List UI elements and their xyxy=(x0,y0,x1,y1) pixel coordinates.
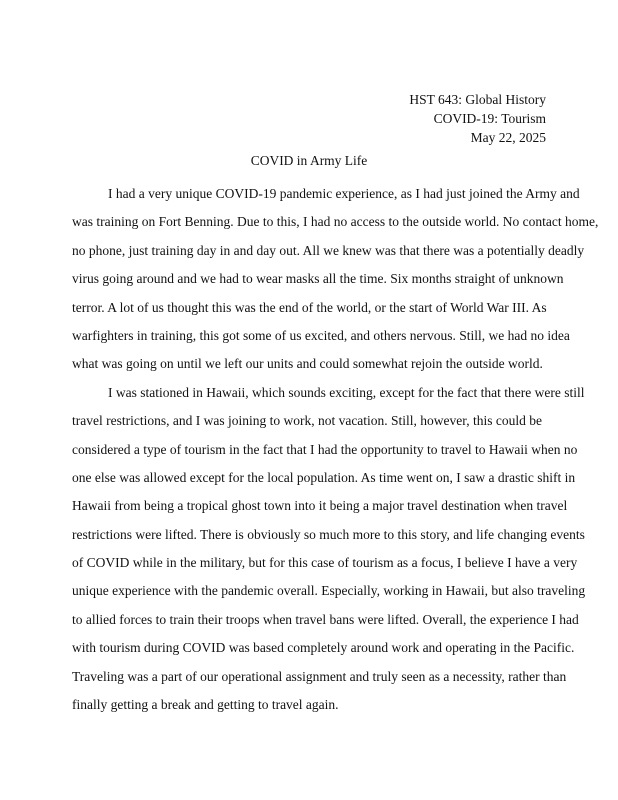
paragraph-line: I had a very unique COVID-19 pandemic experience, as I had just joined the Army and xyxy=(108,186,580,201)
paragraph-line: to allied forces to train their troops when travel bans were lifted. Overall, the experience I had xyxy=(72,611,579,627)
paragraph-line: with tourism during COVID was based completely around work and operating in the Pacific. xyxy=(72,640,575,656)
paragraph-line: what was going on until we left our units and could somewhat rejoin the outside world. xyxy=(72,356,543,372)
paragraph-line: finally getting a break and getting to travel again. xyxy=(72,697,339,713)
paragraph-line: one else was allowed except for the local population. As time went on, I saw a drastic shift in xyxy=(72,469,576,485)
paragraph-line: no phone, just training day in and day out. All we knew was that there was a potentially deadly xyxy=(72,242,585,258)
paragraph-line: Hawaii from being a tropical ghost town into it being a major travel destination when travel xyxy=(72,498,568,514)
paragraph-line: was training on Fort Benning. Due to this, I had no access to the outside world. No contact home, xyxy=(72,214,599,230)
paragraph-line: terror. A lot of us thought this was the end of the world, or the start of World War III. As xyxy=(72,299,547,315)
paragraph-2 xyxy=(72,379,586,720)
paragraph-line: Traveling was a part of our operational assignment and truly seen as a necessity, rather than xyxy=(72,668,567,684)
paragraph-line: unique experience with the pandemic overall. Especially, working in Hawaii, but also traveling xyxy=(72,583,586,599)
paragraph-line: restrictions were lifted. There is obviously so much more to this story, and life changing events xyxy=(72,526,585,542)
paragraph-1 xyxy=(72,180,599,379)
document-body xyxy=(72,180,599,719)
paragraph-line: considered a type of tourism in the fact that I had the opportunity to travel to Hawaii when no xyxy=(72,441,578,457)
paragraph-line: I was stationed in Hawaii, which sounds exciting, except for the fact that there were still xyxy=(108,384,585,400)
document-header xyxy=(409,90,546,147)
assignment-topic: COVID-19: Tourism xyxy=(433,111,546,126)
paragraph-line: warfighters in training, this got some of us excited, and others nervous. Still, we had no idea xyxy=(72,327,570,343)
document-date: May 22, 2025 xyxy=(470,130,546,145)
paragraph-line: travel restrictions, and I was joining to work, not vacation. Still, however, this could be xyxy=(72,413,542,429)
document-title: COVID in Army Life xyxy=(250,153,368,168)
course-name: HST 643: Global History xyxy=(409,92,546,107)
paragraph-line: virus going around and we had to wear masks all the time. Six months straight of unknown xyxy=(72,271,564,287)
paragraph-line: of COVID while in the military, but for this case of tourism as a focus, I believe I have a very xyxy=(72,555,578,571)
